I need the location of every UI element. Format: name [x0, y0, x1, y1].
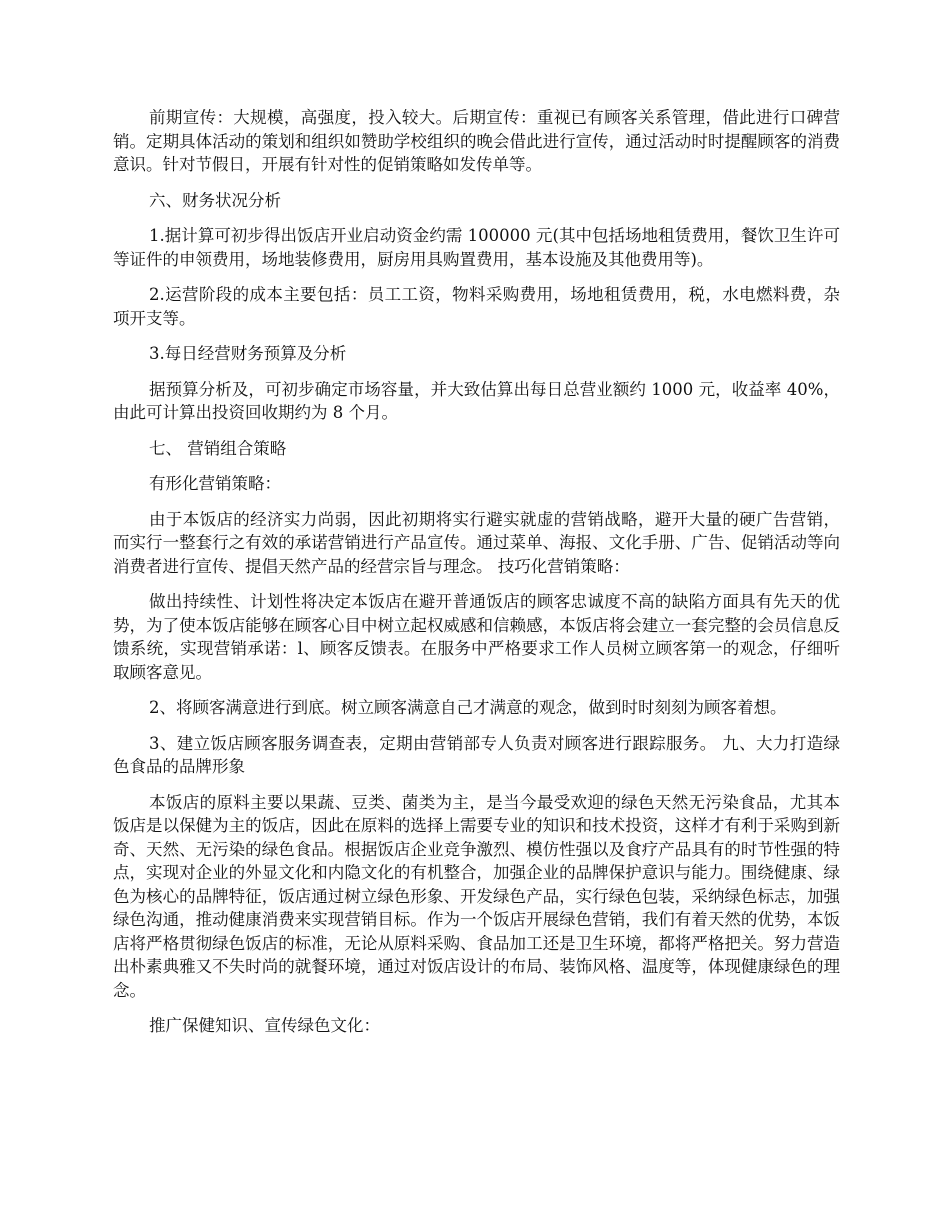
paragraph-health-knowledge: 推广保健知识、宣传绿色文化：: [149, 1016, 380, 1035]
paragraph-customer-satisfaction: 2、将顾客满意进行到底。树立顾客满意自己才满意的观念，做到时时刻刻为顾客着想。: [149, 698, 787, 717]
document-body: [113, 106, 840, 1050]
paragraph-tangible-marketing: 由于本饭店的经济实力尚弱，因此初期将实行避实就虚的营销战略，避开大量的硬广告营销，而实行一整套行之有效的承诺营销进行产品宣传。通过菜单、海报、文化手册、广告、促销活动等向消费者进行宣传、提倡天然产品的经营宗旨与理念。 技巧化营销策略：: [113, 509, 840, 576]
paragraph-startup-capital: 1.据计算可初步得出饭店开业启动资金约需 100000 元(其中包括场地租赁费用，餐饮卫生许可等证件的申领费用，场地装修费用，厨房用具购置费用，基本设施及其他费用等)。: [113, 226, 840, 269]
paragraph-green-brand: 本饭店的原料主要以果蔬、豆类、菌类为主，是当今最受欢迎的绿色天然无污染食品，尤其本饭店是以保健为主的饭店，因此在原料的选择上需要专业的知识和技术投资，这样才有利于采购到新奇、天然、无污染的绿色食品。根据饭店企业竞争激烈、模仿性强以及食疗产品具有的时节性强的特点，实现对企业的外显文化和内隐文化的有机整合，加强企业的品牌保护意识与能力。围绕健康、绿色为核心的品牌特征，饭店通过树立绿色形象、开发绿色产品，实行绿色包装，采纳绿色标志，加强绿色沟通，推动健康消费来实现营销目标。作为一个饭店开展绿色营销，我们有着天然的优势，本饭店将严格贯彻绿色饭店的标准，无论从原料采购、食品加工还是卫生环境，都将严格把关。努力营造出朴素典雅又不失时尚的就餐环境，通过对饭店设计的布局、装饰风格、温度等，体现健康绿色的理念。: [113, 792, 840, 1000]
paragraph-skill-marketing: 做出持续性、计划性将决定本饭店在避开普通饭店的顾客忠诚度不高的缺陷方面具有先天的优势，为了使本饭店能够在顾客心目中树立起权威感和信赖感，本饭店将会建立一套完整的会员信息反馈系统，实现营销承诺：l、顾客反馈表。在服务中严格要求工作人员树立顾客第一的观念，仔细听取顾客意见。: [113, 592, 840, 682]
heading-tangible-marketing: 有形化营销策略：: [149, 474, 281, 493]
paragraph-promotion: 前期宣传：大规模，高强度，投入较大。后期宣传：重视已有顾客关系管理，借此进行口碑营销。定期具体活动的策划和组织如赞助学校组织的晚会借此进行宣传，通过活动时时提醒顾客的消费意识。针对节假日，开展有针对性的促销策略如发传单等。: [113, 108, 840, 174]
heading-daily-budget: 3.每日经营财务预算及分析: [149, 344, 347, 363]
paragraph-budget-analysis: 据预算分析及，可初步确定市场容量，并大致估算出每日总营业额约 1000 元，收益率 40%，由此可计算出投资回收期约为 8 个月。: [113, 379, 840, 422]
heading-marketing-mix: 七、 营销组合策略: [149, 438, 287, 458]
paragraph-operating-costs: 2.运营阶段的成本主要包括：员工工资，物料采购费用，场地租赁费用，税，水电燃料费，杂项开支等。: [113, 285, 840, 328]
paragraph-service-survey: 3、建立饭店顾客服务调查表，定期由营销部专人负责对顾客进行跟踪服务。 九、大力打造绿色食品的品牌形象: [113, 733, 840, 776]
heading-financial-analysis: 六、财务状况分析: [149, 190, 281, 210]
